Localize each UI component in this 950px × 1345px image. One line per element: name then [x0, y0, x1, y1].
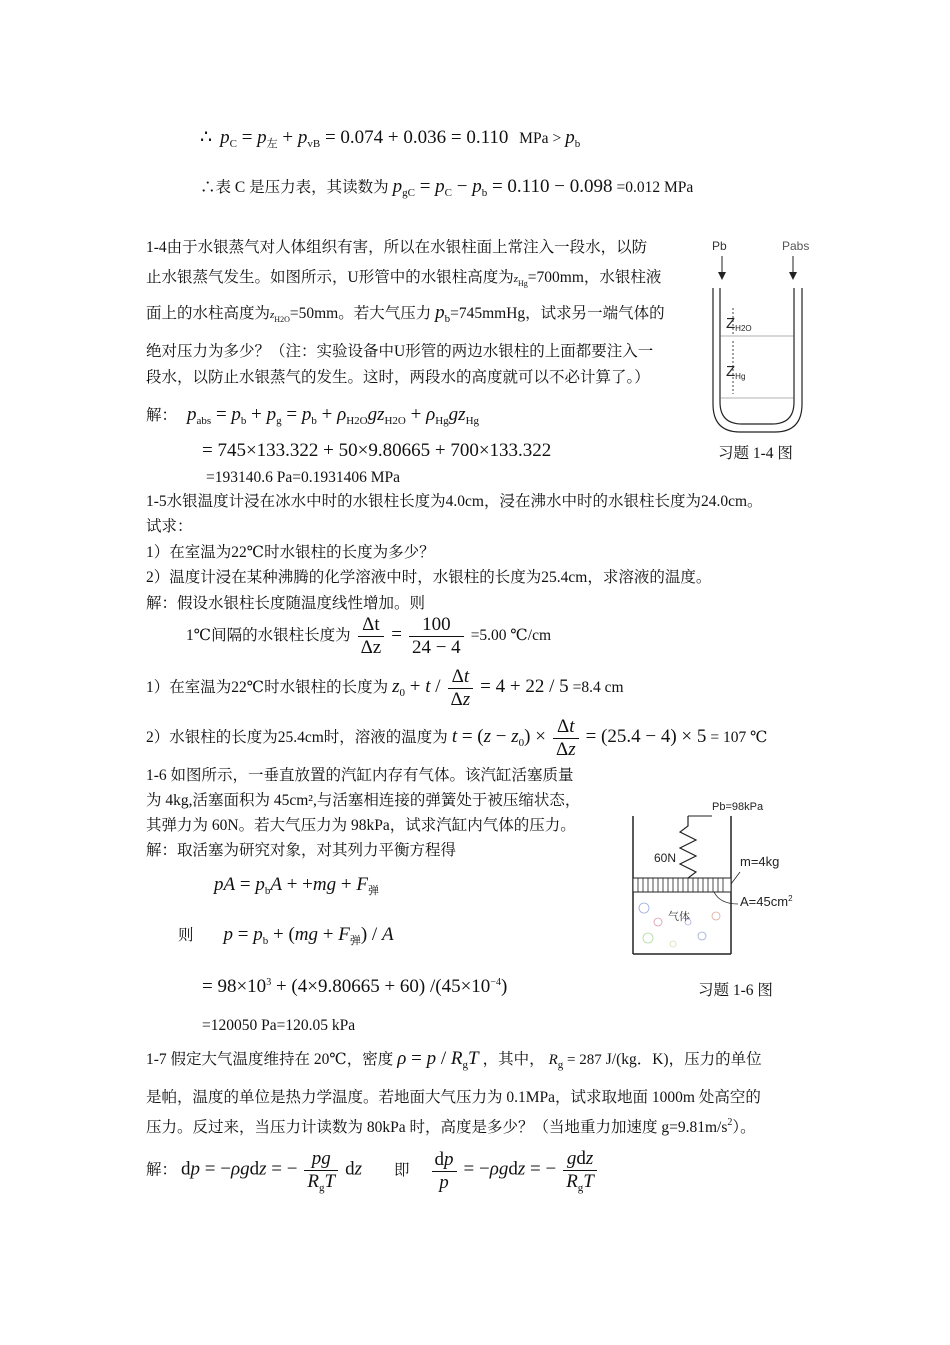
fig16-gas-label: 气体: [668, 911, 690, 923]
p14-line2a: 止水银蒸气发生。如图所示，U形管中的水银柱高度为: [146, 269, 514, 286]
p16-line1: 1-6 如图所示，一垂直放置的汽缸内存有气体。该汽缸活塞质量: [146, 767, 574, 784]
a1-result: =8.4 cm: [572, 679, 624, 697]
fig14-caption: 习题 1-4 图: [718, 445, 793, 462]
p17-line1: [146, 1048, 762, 1071]
p17-eq2-frac1: $\frac{dp}{p}$: [432, 1149, 457, 1194]
p14-eq2: = 745×133.322 + 50×9.80665 + 700×133.322: [202, 440, 552, 461]
gauge-math: $p_{gC} = p_C - p_b = 0.110 - 0.098$: [392, 176, 613, 199]
frac-den-20: 24 − 4: [409, 636, 464, 659]
zh2o-label: $z_{H2O}$: [270, 309, 290, 324]
rho-math: $\rho = p / R_gT$: [397, 1048, 479, 1071]
then-label: 则: [178, 927, 194, 944]
fig14-zh2o-label: $Z_{H2O}$: [726, 315, 752, 333]
a2-text: 2）水银柱的长度为25.4cm时，溶液的温度为: [146, 729, 448, 747]
p15-line2: 试求：: [146, 518, 193, 535]
fig14-pb-label: Pb: [712, 239, 727, 253]
rg-math: $R_g = 287$: [548, 1052, 602, 1071]
gauge-text: ∴表 C 是压力表，其读数为: [200, 179, 389, 196]
p17-line1c: J/(kg．K)，压力的单位: [605, 1051, 762, 1068]
p16-line4: 解：取活塞为研究对象，对其列力平衡方程得: [146, 842, 457, 859]
greater-than: >: [552, 130, 562, 147]
p17-line2: 是帕，温度的单位是热力学温度。若地面大气压力为 0.1MPa，试求取地面 1000m 处高空的: [146, 1089, 761, 1106]
p14-line3c: =745mmHg，试求另一端气体的: [450, 305, 665, 322]
p15-sol: 解：假设水银柱长度随温度线性增加。则: [146, 595, 426, 612]
value-frac: [409, 614, 464, 659]
tube-outer: [713, 288, 802, 432]
p15-a2: 2）水银柱的长度为25.4cm时，溶液的温度为 $t = (z - z_0)$ × $\frac{\Delta t}{\Delta z}$ = (25.4 − 4) × 5 = 107 ℃: [146, 716, 768, 760]
spring: [680, 816, 696, 886]
solution-label: 解：: [146, 407, 178, 424]
p14-line4: 绝对压力为多少？（注：实验设备中U形管的两边水银柱的上面都要注入一: [146, 343, 654, 360]
p17-sol-label: 解：: [146, 1161, 178, 1179]
equation-pc-unit: MPa: [519, 130, 549, 147]
equation-gauge: [200, 176, 693, 199]
a1-text: 1）在室温为22℃时水银柱的长度为: [146, 679, 389, 697]
p16-eq2-math: $p = p_b + (mg + F_弹) / A$: [223, 924, 394, 947]
p14-line1: 1-4由于水银蒸气对人体组织有害，所以在水银柱面上常注入一段水，以防: [146, 239, 648, 256]
fig14-zhg-label: $Z_{Hg}$: [726, 363, 746, 381]
p15-q1: 1）在室温为22℃时水银柱的长度为多少？: [146, 544, 435, 561]
fig16-caption: 习题 1-6 图: [698, 982, 773, 999]
p15-q2: 2）温度计浸在某种沸腾的化学溶液中时，水银柱的长度为25.4cm，求溶液的温度。: [146, 569, 712, 586]
zhg-label: $z_{Hg}$: [513, 273, 528, 288]
area-leader: [714, 892, 738, 904]
p14-eq1-math: $p_{abs} = p_b + p_g = p_b + \rho_{H2O}gz_{H2O} + \rho_{Hg}gz_{Hg}$: [187, 404, 480, 427]
p16-eq3: = $98\times 10^3 + (4\times 9.80665 + 60)$ $/(45\times 10^{-4})$: [202, 976, 508, 997]
fig16-spring-label: 60N: [654, 851, 677, 865]
mass-leader: [731, 872, 740, 884]
p16-eq2: [178, 924, 394, 948]
fig16-mass-label: m=4kg: [740, 854, 780, 869]
p17-line3: 压力。反过来，当压力计读数为 80kPa 时，高度是多少？（当地重力加速度 $g=9.81m/s^2$）。: [146, 1117, 756, 1136]
p14-line2: [146, 268, 661, 294]
p16-eq1: pA = $p_bA + +mg + F_弹$: [214, 874, 379, 897]
p15-a1: 1）在室温为22℃时水银柱的长度为 $z_0 + t$ / $\frac{\Delta t}{\Delta z}$ = 4 + 22 / 5 =8.4 cm: [146, 666, 624, 710]
a2-frac: $\frac{\Delta t}{\Delta z}$: [553, 716, 579, 761]
fig16-pb-label: Pb=98kPa: [712, 801, 764, 813]
p16-line2: 为 4kg,活塞面积为 45cm²,与活塞相连接的弹簧处于被压缩状态，: [146, 792, 581, 809]
p17-eq1: dp = −ρgdz = −: [181, 1158, 298, 1180]
cylinder-figure: [628, 796, 818, 958]
therefore-symbol: ∴: [200, 127, 213, 148]
gauge-result: =0.012 MPa: [616, 179, 694, 196]
p14-line5: 段水，以防止水银蒸气的发生。这时，两段水的高度就可以不必计算了。）: [146, 369, 650, 386]
step1-result: =5.00 ℃/cm: [470, 627, 552, 645]
p14-solution-eq1: [146, 404, 479, 427]
p14-line2b: =700mm，水银柱液: [527, 269, 662, 286]
step1-text: 1℃间隔的水银柱长度为: [186, 627, 351, 645]
p17-line1a: 1-7 假定大气温度维持在 20℃，密度: [146, 1051, 394, 1068]
ji-label: 即: [394, 1161, 410, 1179]
p14-eq3: =193140.6 Pa=0.1931406 MPa: [206, 469, 401, 486]
fig14-pabs-label: Pabs: [782, 239, 810, 253]
p17-eq2-frac2: $\frac{\text{gdz}}{R_gT}$: [563, 1148, 597, 1194]
pb-arrow-head: [718, 272, 726, 280]
a1-math: $z_0 + t$ /: [392, 676, 441, 700]
equation-pc-math: $p_C = p_左 + p_{vB} = 0.074 + 0.036 = 0.110$: [220, 127, 514, 150]
fig16-area-label: $A=45cm^2$: [740, 894, 793, 909]
equation-pc: [200, 126, 580, 151]
gas-bubbles: [639, 903, 720, 947]
tube-inner: [720, 288, 794, 424]
p17-eq1-frac: $\frac{pg}{R_gT}$: [304, 1148, 338, 1194]
a1-frac: $\frac{\Delta t}{\Delta z}$: [448, 666, 474, 711]
p14-line3a: 面上的水柱高度为: [146, 305, 271, 322]
delta-frac: [358, 614, 385, 659]
a2-math: $t = (z - z_0)$ ×: [451, 726, 546, 750]
p17-solution: 解： dp = −ρgdz = − $\frac{pg}{R_gT}$ dz 即 $\frac{dp}{p}$ = −ρgdz = − $\frac{\text{gdz}}{R_gT}$: [146, 1148, 600, 1194]
p15-line1: 1-5水银温度计浸在冰水中时的水银柱长度为4.0cm，浸在沸水中时的水银柱长度为24.0cm。: [146, 493, 763, 510]
p14-line3b: =50mm。若大气压力: [289, 305, 432, 322]
frac-den: Δz: [358, 636, 385, 659]
frac-num-100: 100: [422, 614, 451, 635]
p16-eq4: =120050 Pa=120.05 kPa: [202, 1017, 356, 1034]
pabs-arrow-head: [789, 272, 797, 280]
frac-num: Δt: [362, 614, 380, 635]
p16-line3: 其弹力为 60N。若大气压力为 98kPa，试求汽缸内气体的压力。: [146, 817, 576, 834]
p14-line3: [146, 303, 665, 330]
pb-inline: $p_b$: [435, 302, 451, 325]
pb-symbol: $p_b$: [565, 127, 581, 150]
p17-line1b: ，其中，: [482, 1051, 545, 1068]
u-tube-figure: [700, 236, 810, 436]
a2-result: = 107 ℃: [710, 729, 768, 747]
p15-step1: 1℃间隔的水银柱长度为 $\frac{\Delta t}{\Delta z}$ = $\frac{100}{24 - 4}$ =5.00 ℃/cm: [186, 614, 552, 658]
